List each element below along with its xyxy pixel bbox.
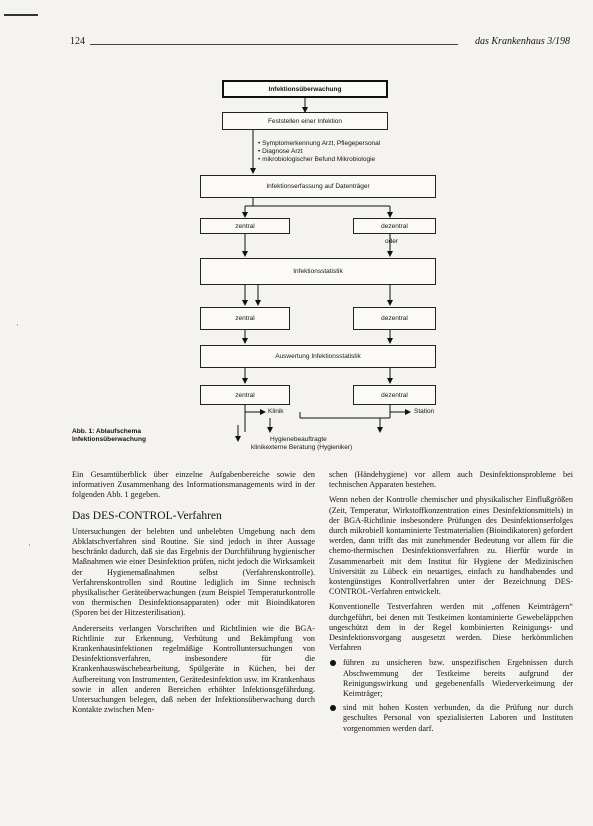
page-number: 124 [70,36,85,47]
margin-mark: · [28,540,31,550]
label-ward: Station [414,408,435,415]
section-heading: Das DES-CONTROL-Verfahren [72,509,222,522]
box-decentral-3: dezentral [353,385,436,405]
label-external-consulting: klinikexterne Beratung (Hygieniker) [251,444,353,451]
source-diagnosis: • Diagnose Arzt [258,148,303,155]
label-clinic: Klinik [268,408,284,415]
journal-name: das Krankenhaus 3/198 [475,36,570,47]
intro-paragraph: Ein Gesamtüberblick über einzelne Aufgabenbereiche sowie den informativen Zusammenhang des Informationsmanagements wird in der folgenden Abb. 1 gegeben. [72,470,315,500]
box-central-2: zentral [200,307,290,330]
box-decentral-1: dezentral [353,218,436,234]
or-label: oder [385,238,399,245]
paragraph-routine: Untersuchungen der belebten und unbelebten Umgebung nach dem Abklatschverfahren sind Routine. Sie sind jedoch in ihrer Aussage beschränkt dadurch, daß sie das Ergebnis der Durchführung hygienischer Maßnahmen wie einer Desinfektion prüfen, nicht jedoch die Wirksamkeit der Hygienemaßnahmen selbst (Verfahrenskontrolle). Verfahrenskontrollen sind Routine lediglich im Sinne technisch physikalischer Geräteüberwachungen (zum Beispiel Temperaturkontrolle von thermischen Desinfektionsapparaten) oder mit Bioindikatoren (Sporen bei der Hitzesterilisation). [72,526,315,618]
bullet-item: führen zu unsicheren bzw. unspezifischen Ergebnissen durch Abschwemmung der Testkeime bereits aufgrund der Reinigungswirkung und gegebenenfalls Wiederverkeimung der Keimträger; [329,658,573,699]
box-identify-infection: Feststellen einer Infektion [222,112,388,130]
box-central-1: zentral [200,218,290,234]
paragraph-bga-guideline: Wenn neben der Kontrolle chemischer und physikalischer Einflußgrößen (Zeit, Temperatur, Wirkstoffkonzentration eines Desinfektionsmittels) in der BGA-Richtlinie insbesondere Prüfungen des Desinfektionserfolges durch mikrobiell kontaminierte Testmaterialien (Bioindikatoren) gefordert werden, dann trifft das mit zunehmender Bedeutung vor allem für die chemo-thermischen Desinfektionsverfahren zu. Hierfür wurde in Zusammenarbeit mit dem Institut für Hygiene der Medizinischen Universität zu Lübeck ein neuartiges, einfach zu handhabendes und kostengünstiges Kontrollverfahren unter der Bezeichnung DES-CONTROL-Verfahren entwickelt. [329,495,573,597]
left-column [72,470,315,720]
box-decentral-2: dezentral [353,307,436,330]
source-symptoms: • Symptomerkennung Arzt, Pflegepersonal [258,140,381,147]
caption-line-2: Infektionsüberwachung [72,436,147,443]
caption-line-1: Abb. 1: Ablaufschema [72,428,142,435]
bullet-list [329,658,573,733]
source-microbiology: • mikrobiologischer Befund Mikrobiologie [258,156,376,163]
box-record-infection: Infektionserfassung auf Datenträger [200,175,436,198]
box-central-3: zentral [200,385,290,405]
bullet-item: sind mit hohen Kosten verbunden, da die Prüfung nur durch geschultes Personal von spezialisierten Laboren und Instituten vorgenommen werden darf. [329,703,573,734]
figure-caption [72,428,146,444]
margin-mark: · [16,320,19,330]
right-column [329,470,573,738]
box-evaluate-statistics: Auswertung Infektionsstatistik [200,345,436,368]
paragraph-conventional-tests: Konventionelle Testverfahren werden mit „offenen Keimträgern“ durchgeführt, bei denen mit Testkeimen kontaminierte Gewebeläppchen ungeschützt dem in der Regel kombinierten Reinigungs- und Desinfektionsvorgang ausgesetzt werden. Diese herkömmlichen Verfahren [329,602,573,653]
paragraph-regulations: Andererseits verlangen Vorschriften und Richtlinien wie die BGA-Richtlinie zur Erkennung, Verhütung und Bekämpfung von Krankenhausinfektionen regelmäßige Kontrolluntersuchungen von Desinfektionsverfahren, insbesondere für die Krankenhauswäschebearbeitung, Spülgeräte in Küchen, bei der Aufbereitung von Instrumenten, Gerätedesinfektion usw. im Krankenhaus sowie in allen anderen Bereichen erhöhter Infektionsgefährdung. Untersuchungen belegen, daß neben der Infektionsüberwachung durch Kontakte zwischen Men- [72,623,315,715]
label-hygiene-officer: Hygienebeauftragte [270,436,327,443]
box-infection-statistics: Infektionsstatistik [200,258,436,285]
paragraph-hand-hygiene: schen (Händehygiene) vor allem auch Desinfektionsprobleme bei technischen Apparaten bestehen. [329,470,573,490]
box-infection-surveillance: Infektionsüberwachung [222,80,388,98]
